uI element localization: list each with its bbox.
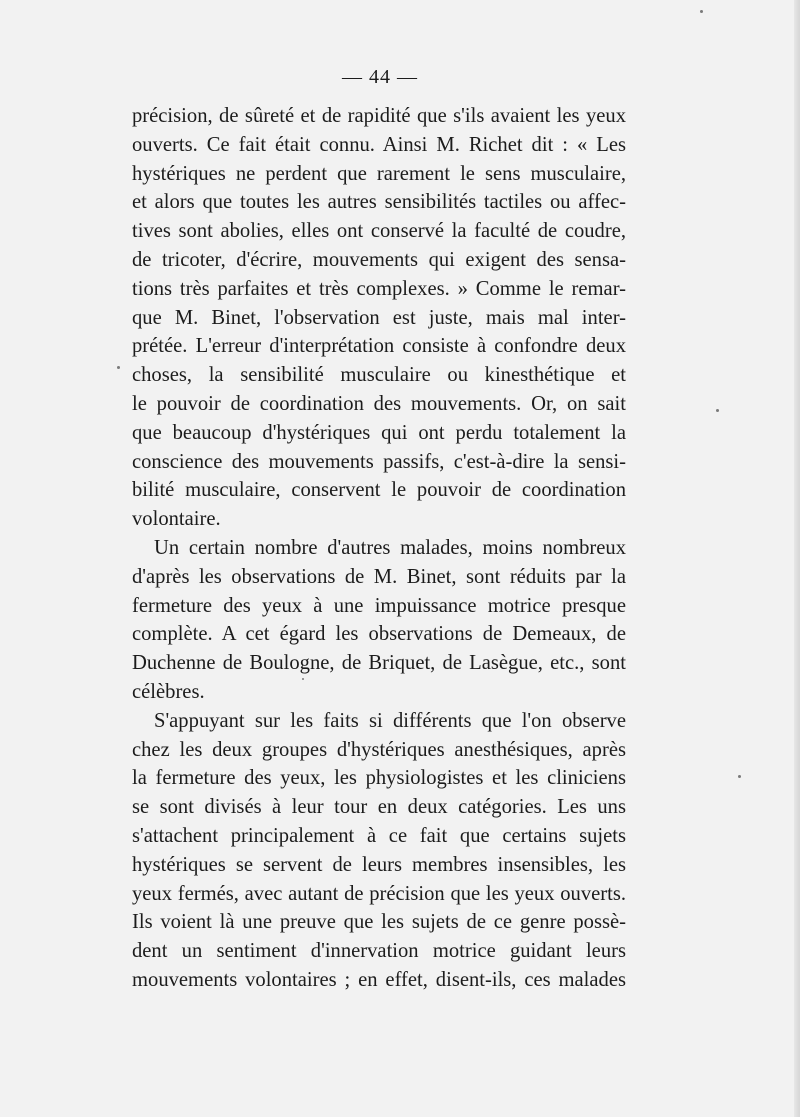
text-line: de tricoter, d'écrire, mouvements qui exigent des sensa- bbox=[132, 248, 626, 271]
text-line: Duchenne de Boulogne, de Briquet, de Lasègue, etc., sont bbox=[132, 652, 626, 675]
text-line: S'appuyant sur les faits si différents que l'on observe bbox=[154, 709, 626, 732]
text-line: complète. A cet égard les observations de Demeaux, de bbox=[132, 623, 626, 646]
text-line: choses, la sensibilité musculaire ou kinesthétique et bbox=[132, 364, 626, 387]
text-line: fermeture des yeux à une impuissance motrice presque bbox=[132, 594, 626, 617]
text-line: s'attachent principalement à ce fait que certains sujets bbox=[132, 824, 626, 847]
text-line: ouverts. Ce fait était connu. Ainsi M. Richet dit : « Les bbox=[132, 133, 626, 156]
page-number: — 44 — bbox=[342, 66, 418, 88]
text-line: tions très parfaites et très complexes. » Comme le remar- bbox=[132, 277, 626, 300]
text-line: conscience des mouvements passifs, c'est-à-dire la sensi- bbox=[132, 450, 626, 473]
text-line: dent un sentiment d'innervation motrice guidant leurs bbox=[132, 940, 626, 963]
text-line: la fermeture des yeux, les physiologistes et les cliniciens bbox=[132, 767, 626, 790]
text-line: se sont divisés à leur tour en deux catégories. Les uns bbox=[132, 796, 626, 819]
text-line: prétée. L'erreur d'interprétation consiste à confondre deux bbox=[132, 335, 626, 358]
text-line: d'après les observations de M. Binet, sont réduits par la bbox=[132, 565, 626, 588]
text-line: Un certain nombre d'autres malades, moins nombreux bbox=[154, 536, 626, 559]
page-edge-shadow bbox=[794, 0, 800, 1117]
text-line: mouvements volontaires ; en effet, disent-ils, ces malades bbox=[132, 968, 626, 991]
text-line: bilité musculaire, conservent le pouvoir de coordination bbox=[132, 479, 626, 502]
text-line: le pouvoir de coordination des mouvements. Or, on sait bbox=[132, 392, 626, 415]
text-line: que beaucoup d'hystériques qui ont perdu totalement la bbox=[132, 421, 626, 444]
text-line: yeux fermés, avec autant de précision que les yeux ouverts. bbox=[132, 882, 626, 905]
text-line: volontaire. bbox=[132, 508, 221, 531]
body-text bbox=[132, 102, 626, 995]
text-line: célèbres. bbox=[132, 680, 205, 703]
text-line: tives sont abolies, elles ont conservé la faculté de coudre, bbox=[132, 220, 626, 243]
text-line: Ils voient là une preuve que les sujets de ce genre possè- bbox=[132, 911, 626, 934]
text-line: et alors que toutes les autres sensibilités tactiles ou affec- bbox=[132, 191, 626, 214]
text-line: précision, de sûreté et de rapidité que s'ils avaient les yeux bbox=[132, 105, 626, 127]
text-line: hystériques ne perdent que rarement le sens musculaire, bbox=[132, 162, 626, 185]
text-line: chez les deux groupes d'hystériques anesthésiques, après bbox=[132, 738, 626, 761]
text-line: hystériques se servent de leurs membres insensibles, les bbox=[132, 853, 626, 876]
text-line: que M. Binet, l'observation est juste, mais mal inter- bbox=[132, 306, 626, 329]
